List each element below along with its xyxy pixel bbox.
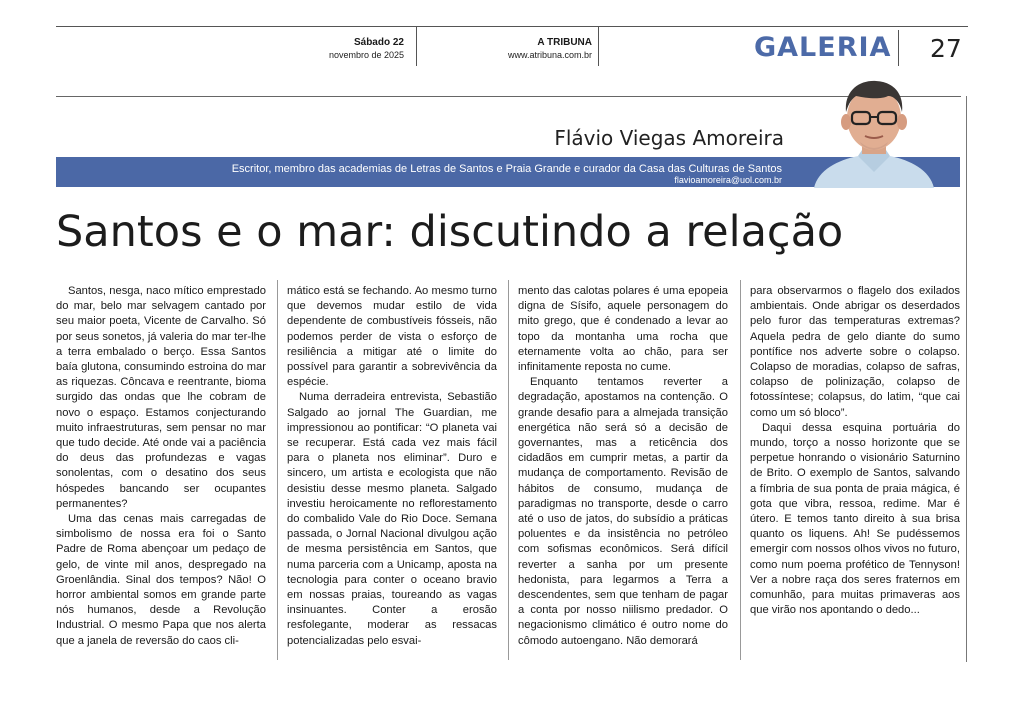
author-bio: Escritor, membro das academias de Letras de Santos e Praia Grande e curador da Casa das Culturas de Santos <box>231 163 782 175</box>
paragraph: Uma das cenas mais carregadas de simbolismo de nossa era foi o Santo Padre de Roma abençoar um pedaço de gelo, de vinte mil anos, despregado na Groenlândia. Sinal dos tempos? Não! O horror ambiental somos em grande parte nós humanos, desde a Revolução Industrial. O mesmo Papa que nos alerta que a janela de reversão do caos cli- <box>56 513 266 647</box>
paragraph: Enquanto tentamos reverter a degradação, apostamos na contenção. O grande desafio para a almejada transição energética não será só a decisão de governantes, mas a reticência dos cidadãos em cumprir metas, a partir da mudança de comportamento. Revisão de hábitos de consumo, mudança de paradigmas no transporte, desde o carro até o uso de jatos, do subsídio a práticas poluentes e da insistência no petróleo com sofismas econômicos. Será difícil reverter a sanha por um presente hedonista, para legarmos a Terra a descendentes, sem que tenham de pagar a conta por nosso niilismo predador. O negacionismo climático é outro nome do cômodo autoengano. Não demorará <box>518 376 728 647</box>
article-headline: Santos e o mar: discutindo a relação <box>56 207 844 257</box>
paragraph: Numa derradeira entrevista, Sebastião Salgado ao jornal The Guardian, me impressionou ao pontificar: “O planeta vai se recuperar. Está cada vez mais fácil para o planeta nos eliminar”. Duro e sincero, um artista e ecologista que não desistiu desse mesmo planeta. Salgado investiu heroicamente no reflorestamento do combalido Vale do Rio Doce. Semana passada, o Jornal Nacional divulgou ação de mesma persistência em Santos, que numa parceria com a Unicamp, aposta na tecnologia para conter o oceano bravio em nossas praias, toureando as vagas insinuantes. Conter a erosão resfolegante, moderar as ressacas potencializadas pelo esvai- <box>287 391 497 647</box>
article-column-1 <box>56 284 266 649</box>
paragraph: mento das calotas polares é uma epopeia digna de Sísifo, aquele personagem do mito grego, que é condenado a levar ao topo da montanha uma rocha que eternamente volta ao chão, para ser infinitamente reposta no cume. <box>518 285 728 374</box>
author-email: flavioamoreira@uol.com.br <box>674 175 782 185</box>
header-divider <box>598 26 599 66</box>
section-title: GALERIA <box>754 32 892 63</box>
paragraph: Daqui dessa esquina portuária do mundo, torço a nosso horizonte que se perpetue honrando o visionário Saturnino de Brito. O exemplo de Santos, salvando a fímbria de sua ponta de praia mágica, é gota que vibra, ressoa, redime. Mar é útero. E temos tanto direito à sua brisa quanto os liquens. Ah! Se pudéssemos emergir com nossos olhos vivos no futuro, como num poema profético de Tennyson! Ver a nobre raça dos seres fraternos em comunhão, para muitas primaveras aos que virão nos apontando o dedo... <box>750 421 960 617</box>
author-name: Flávio Viegas Amoreira <box>554 126 784 150</box>
paragraph: mático está se fechando. Ao mesmo turno que devemos mudar estilo de vida dependente de combustíveis fósseis, não podemos perder de vista o esforço de resiliência a mitigar até o limite do possível para garantir a sobrevivência da espécie. <box>287 285 497 389</box>
newspaper-url: www.atribuna.com.br <box>507 50 592 60</box>
column-divider <box>508 280 509 660</box>
header-divider <box>416 26 417 66</box>
paragraph: para observarmos o flagelo dos exilados ambientais. Onde abrigar os deserdados pelo furor das temperaturas extremas? Aquela pedra de gelo diante do sumo pontífice nos adverte sobre o colapso. Colapso de moradias, colapso de safras, colapso de polinização, colapso de fotossíntese; colapsus, do latim, “que cai como um só bloco”. <box>750 285 960 419</box>
issue-date <box>300 36 404 61</box>
author-portrait-icon <box>808 72 940 188</box>
page-border <box>966 96 967 662</box>
top-rule <box>56 26 968 27</box>
page-number: 27 <box>930 34 962 63</box>
column-divider <box>740 280 741 660</box>
author-photo <box>808 72 940 188</box>
newspaper-info <box>470 36 592 61</box>
issue-date-day: Sábado 22 <box>353 37 404 48</box>
article-column-4 <box>750 284 960 618</box>
column-divider <box>277 280 278 660</box>
paragraph: Santos, nesga, naco mítico emprestado do mar, belo mar selvagem cantado por seu maior poeta, Vicente de Carvalho. Só por seus sonetos, já valeria do mar ter-lhe a terra embalado o berço. Essa Santos baía glutona, consumindo estroina do mar as riquezas. Côncava e reentrante, bioma surgido das ondas que lhe cobram de novo o espaço. Estamos conjecturando muito infraestruturas, sem pensar no mar que tudo decide. Até onde vai a paciência do deus das profundezas e vagas sonolentas, com o desatino dos seus hóspedes bancando ser ocupantes permanentes? <box>56 285 266 510</box>
issue-date-month: novembro de 2025 <box>328 50 404 60</box>
article-column-2 <box>287 284 497 649</box>
header-divider <box>898 30 899 66</box>
article-column-3 <box>518 284 728 649</box>
newspaper-name: A TRIBUNA <box>537 37 592 48</box>
